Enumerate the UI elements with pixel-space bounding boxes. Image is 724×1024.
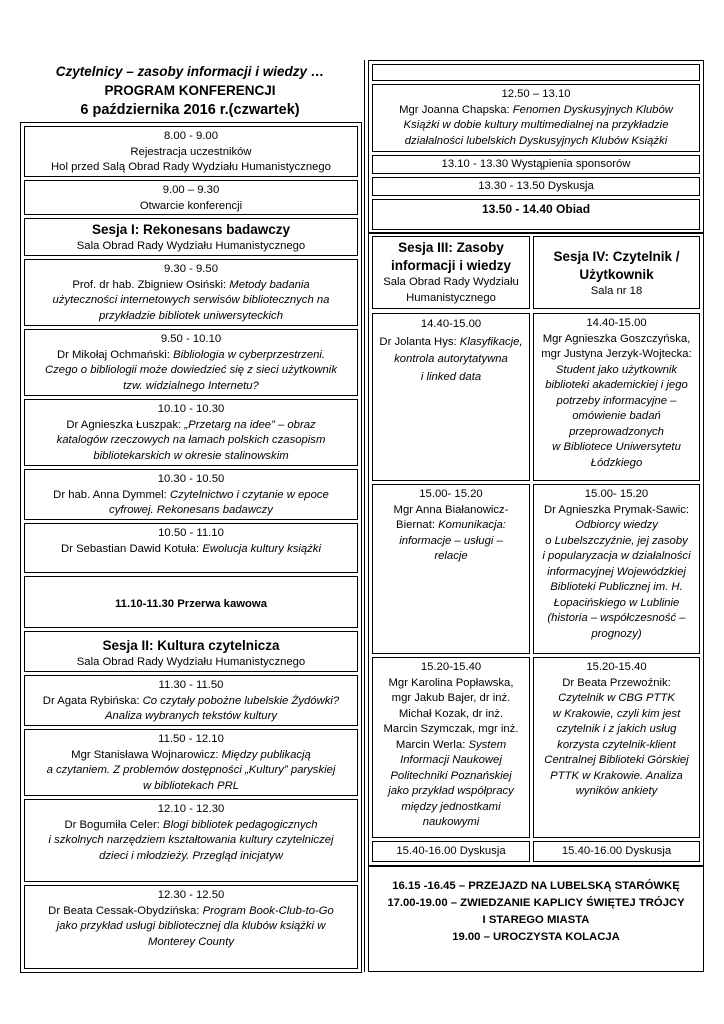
- talk-box: [24, 799, 358, 882]
- talk-line: [534, 565, 699, 581]
- program-header: [20, 62, 360, 120]
- talk-author: Dr Bogumiła Celer:: [64, 818, 164, 831]
- discussion: 15.40-16.00 Dyskusja: [396, 845, 506, 857]
- talk-line: [534, 456, 699, 472]
- talk-box: [24, 469, 358, 520]
- session-title: Sesja I: Rekonesans badawczy: [91, 222, 291, 237]
- evening-item: 19.00 – UROCZYSTA KOLACJA: [452, 931, 620, 943]
- talk-title: Biblioteki Publicznej im. H.: [550, 581, 683, 593]
- session-3-header: [372, 236, 530, 309]
- session-place: Sala Obrad Rady Wydziału: [383, 276, 519, 288]
- opening-box: [24, 180, 358, 215]
- item-text: Otwarcie konferencji: [139, 199, 243, 212]
- talk-title: Centralnej Biblioteki Górskiej: [544, 754, 689, 766]
- talk-box: [372, 313, 530, 481]
- talk-title: Student jako użytkownik: [555, 363, 678, 376]
- program-label: PROGRAM KONFERENCJI: [104, 83, 276, 98]
- talk-lines: [373, 676, 529, 831]
- talk-title: Bibliologia w cyberprzestrzeni.: [173, 348, 326, 361]
- time: 9.50 - 10.10: [160, 333, 222, 345]
- talk-author: Mgr Stanisława Wojnarowicz:: [71, 748, 222, 761]
- item-place: Hol przed Salą Obrad Rady Wydziału Humanistycznego: [51, 161, 331, 173]
- session-1-header: [24, 218, 358, 256]
- discussion: 13.30 - 13.50 Dyskusja: [478, 180, 594, 192]
- talk-title: informacyjnej Wojewódzkiej: [547, 565, 686, 578]
- item-text: Rejestracja uczestników: [130, 145, 252, 158]
- talk-box: [533, 484, 700, 654]
- talk-line: Michał Kozak, dr inż.: [398, 707, 504, 720]
- talk-title: kontrola autorytatywna: [394, 353, 508, 365]
- talk-title: Odbiorcy wiedzy: [575, 519, 658, 531]
- talk-line: [534, 722, 699, 738]
- time: 15.20-15.40: [420, 661, 482, 673]
- talk-title: Ewolucja kultury książki: [202, 542, 321, 555]
- talk-author: Mgr Joanna Chapska:: [399, 103, 513, 116]
- talk-title: „Przetarg na idee” – obraz: [184, 418, 316, 431]
- talk-lines: [373, 334, 529, 387]
- talk-box: [24, 259, 358, 326]
- talk-line: [534, 596, 699, 612]
- empty-row: [372, 64, 700, 81]
- talk-title: Łódzkiego: [590, 456, 643, 469]
- time: 15.20-15.40: [586, 661, 647, 673]
- session-place: Sala Obrad Rady Wydziału Humanistycznego: [76, 240, 306, 252]
- session-place-cont: Humanistycznego: [406, 291, 496, 304]
- talk-title: Komunikacja:: [438, 519, 506, 531]
- talk-title: Politechniki Poznańskiej: [390, 769, 512, 782]
- talk-box: [24, 675, 358, 726]
- talk-lines: [534, 676, 699, 800]
- talk-author: Dr hab. Anna Dymmel:: [53, 488, 170, 501]
- time: 15.00- 15.20: [419, 488, 483, 500]
- column-divider: [364, 60, 365, 972]
- time: 15.00- 15.20: [584, 488, 649, 500]
- talk-box: [24, 523, 358, 573]
- talk-title: i popularyzacja w działalności: [542, 550, 691, 562]
- discussion-box: [533, 841, 700, 862]
- talk-author: Dr Jolanta Hys:: [379, 335, 460, 348]
- talk-line: Mgr Anna Białanowicz-: [393, 503, 509, 516]
- coffee-break-box: [24, 576, 358, 628]
- talk-title: przeprowadzonych: [569, 425, 664, 438]
- talk-author: Dr Agnieszka Łuszpak:: [66, 418, 185, 431]
- session-title: Sesja III: Zasoby: [398, 240, 504, 255]
- talk-title: omówienie badań: [572, 410, 661, 422]
- talk-title-cont: Czego o bibliologii może dowiedzieć się z sieci użytkownik: [45, 364, 337, 376]
- time: 14.40-15.00: [586, 317, 647, 329]
- talk-line: [534, 611, 699, 627]
- talk-line: Mgr Agnieszka Goszczyńska,: [542, 332, 691, 345]
- time: 10.10 - 10.30: [157, 403, 225, 415]
- talk-title-cont: działalności lubelskich Dyskusyjnych Klubów Książki: [404, 134, 668, 147]
- talk-author: Dr Beata Cessak-Obydzińska:: [48, 904, 203, 917]
- talk-title: w Bibliotece Uniwersytetu: [552, 441, 681, 453]
- talk-title: Czytelnictwo i czytanie w epoce: [169, 488, 329, 501]
- talk-box: [372, 484, 530, 654]
- talk-title: Między publikacją: [221, 748, 311, 761]
- talk-title: korzysta czytelnik-klient: [557, 738, 676, 751]
- talk-title: Fenomen Dyskusyjnych Klubów: [512, 103, 673, 116]
- time: 14.40-15.00: [420, 318, 482, 330]
- talk-title: czytelnik i z jakich usług: [556, 723, 677, 735]
- talk-line: [534, 378, 699, 394]
- talk-line: Marcin Szymczak, mgr inż.: [383, 723, 519, 735]
- talk-lines: [534, 503, 699, 643]
- talk-line: Dr Beata Przewoźnik:: [562, 676, 671, 689]
- talk-box: [24, 399, 358, 466]
- talk-title: między jednostkami: [401, 800, 501, 813]
- talk-line: [534, 738, 699, 754]
- talk-title: System: [468, 738, 507, 751]
- talk-line: [534, 580, 699, 596]
- coffee-break: 11.10-11.30 Przerwa kawowa: [115, 598, 267, 610]
- session-title-cont: Użytkownik: [579, 267, 654, 282]
- lunch: 13.50 - 14.40 Obiad: [481, 202, 591, 216]
- time: 11.50 - 12.10: [158, 733, 224, 745]
- talk-author: Dr Sebastian Dawid Kotuła:: [61, 542, 203, 555]
- talk-title: Co czytały pobożne lubelskie Żydówki?: [142, 694, 340, 707]
- time: 12.30 - 12.50: [157, 889, 225, 901]
- talk-box: [24, 729, 358, 796]
- talk-line: [373, 800, 529, 816]
- talk-line: [534, 753, 699, 769]
- talk-line: [373, 738, 529, 754]
- time: 11.30 - 11.50: [158, 679, 224, 691]
- talk-title: informacje – usługi –: [399, 534, 503, 547]
- conference-title: Czytelnicy – zasoby informacji i wiedzy …: [55, 64, 325, 79]
- talk-title: w Krakowie, czyli kim jest: [552, 707, 681, 720]
- talk-title: Metody badania: [229, 278, 310, 291]
- talk-title-cont: i szkolnych narzędziem kształtowania kultury czytelniczej: [48, 834, 334, 846]
- session-title: Sesja IV: Czytelnik /: [553, 249, 680, 264]
- talk-title: Klasyfikacje,: [459, 335, 523, 348]
- session-title: Sesja II: Kultura czytelnicza: [102, 638, 280, 653]
- talk-title: wyników ankiety: [575, 785, 658, 797]
- talk-title: Łopacińskiego w Lublinie: [553, 596, 680, 609]
- talk-line: [534, 784, 699, 800]
- talk-title: biblioteki akademickiej i jego: [545, 379, 688, 391]
- talk-line: [534, 691, 699, 707]
- lunch-box: [372, 199, 700, 230]
- talk-line: [373, 815, 529, 831]
- talk-box: [372, 84, 700, 152]
- talk-title: Czytelnik w CBG PTTK: [558, 692, 675, 704]
- talk-line: [534, 549, 699, 565]
- talk-title: i linked data: [420, 370, 482, 383]
- talk-line: [534, 363, 699, 379]
- evening-item: I STAREGO MIASTA: [482, 914, 590, 926]
- discussion-box: [372, 177, 700, 196]
- time: 8.00 - 9.00: [163, 130, 218, 142]
- talk-line: Dr Agnieszka Prymak-Sawic:: [543, 503, 690, 516]
- talk-title-cont: jako przykład usługi bibliotecznej dla klubów książki w: [56, 920, 326, 932]
- talk-title: relacje: [434, 550, 468, 562]
- talk-line: [373, 549, 529, 565]
- talk-line: [534, 440, 699, 456]
- talk-line: [373, 518, 529, 534]
- talk-line: [373, 369, 529, 387]
- talk-title: naukowymi: [422, 816, 480, 828]
- talk-line: [373, 769, 529, 785]
- discussion: 15.40-16.00 Dyskusja: [561, 845, 672, 857]
- sponsors-box: [372, 155, 700, 174]
- evening-item: 17.00-19.00 – ZWIEDZANIE KAPLICY ŚWIĘTEJ TRÓJCY: [387, 897, 685, 909]
- session-title-cont: informacji i wiedzy: [390, 258, 512, 273]
- talk-box: [24, 885, 358, 969]
- talk-line: [373, 534, 529, 550]
- time: 9.30 - 9.50: [163, 263, 218, 275]
- talk-box: [24, 329, 358, 396]
- talk-line: Mgr Karolina Popławska,: [388, 676, 514, 689]
- session-place: Sala nr 18: [590, 285, 643, 297]
- talk-author: Dr Mikołaj Ochmański:: [56, 348, 174, 361]
- session-2-header: [24, 631, 358, 672]
- time: 12.50 – 13.10: [501, 88, 571, 100]
- talk-title: Informacji Naukowej: [400, 754, 502, 766]
- time: 10.50 - 11.10: [158, 527, 224, 539]
- talk-title-cont: a czytaniem. Z problemów dostępności „Kultury” paryskiej: [46, 764, 336, 776]
- talk-line: [534, 707, 699, 723]
- sponsors: 13.10 - 13.30 Wystąpienia sponsorów: [441, 158, 631, 170]
- registration-box: [24, 126, 358, 177]
- talk-title: Blogi bibliotek pedagogicznych: [163, 818, 318, 831]
- talk-title-cont: przykładzie bibliotek uniwersyteckich: [99, 309, 283, 322]
- talk-line: mgr Justyna Jerzyk-Wojtecka:: [541, 348, 692, 360]
- talk-title: prognozy): [591, 627, 642, 640]
- talk-title-cont: tzw. widzialnego Internetu?: [123, 379, 259, 392]
- talk-line: [373, 334, 529, 352]
- talk-box: [533, 313, 700, 481]
- talk-title-cont: katalogów rzeczowych na łamach polskich czasopism: [56, 434, 326, 446]
- time: 12.10 - 12.30: [157, 803, 225, 815]
- time: 9.00 – 9.30: [162, 184, 220, 196]
- talk-lines: [534, 332, 699, 472]
- time: 10.30 - 10.50: [157, 473, 225, 485]
- talk-title: potrzeby informacyjne –: [556, 394, 677, 407]
- talk-box: [533, 657, 700, 838]
- talk-line: [534, 409, 699, 425]
- talk-title-cont: Monterey County: [147, 935, 235, 948]
- talk-title-cont: w bibliotekach PRL: [142, 779, 240, 792]
- talk-title-cont: cyfrowej. Rekonesans badawczy: [109, 504, 273, 516]
- talk-author: Prof. dr hab. Zbigniew Osiński:: [72, 278, 230, 291]
- evening-program: [368, 878, 704, 946]
- talk-author: Biernat:: [396, 519, 439, 531]
- talk-author: Dr Agata Rybińska:: [42, 694, 143, 707]
- discussion-box: [372, 841, 530, 862]
- talk-title: Program Book-Club-to-Go: [202, 904, 334, 917]
- talk-title-cont: Analiza wybranych tekstów kultury: [104, 710, 278, 722]
- talk-title-cont: bibliotekarskich w okresie stalinowskim: [93, 449, 289, 462]
- talk-title-cont: Książki w dobie kultury multimedialnej na przykładzie: [403, 119, 669, 131]
- talk-line: [534, 518, 699, 534]
- session-place: Sala Obrad Rady Wydziału Humanistycznego: [76, 656, 306, 668]
- talk-title: o Lubelszczyźnie, jej zasoby: [545, 534, 688, 547]
- talk-lines: [373, 503, 529, 565]
- talk-box: [372, 657, 530, 838]
- talk-line: [373, 351, 529, 369]
- talk-line: [534, 627, 699, 643]
- talk-author: Marcin Werla:: [395, 738, 469, 751]
- evening-item: 16.15 -16.45 – PRZEJAZD NA LUBELSKĄ STARÓWKĘ: [392, 880, 680, 892]
- talk-line: mgr Jakub Bajer, dr inż.: [391, 692, 511, 704]
- talk-title-cont: dzieci i młodzieży. Przegląd inicjatyw: [99, 849, 283, 862]
- session-4-header: [533, 236, 700, 309]
- talk-title: jako przykład współpracy: [388, 785, 514, 797]
- talk-line: [534, 425, 699, 441]
- talk-line: [534, 394, 699, 410]
- talk-line: [373, 784, 529, 800]
- conference-date: 6 października 2016 r.(czwartek): [80, 102, 300, 118]
- talk-line: [534, 534, 699, 550]
- talk-line: [534, 769, 699, 785]
- talk-title: PTTK w Krakowie. Analiza: [550, 769, 683, 782]
- talk-title: (historia – współczesność –: [547, 612, 686, 624]
- talk-line: [373, 753, 529, 769]
- talk-title-cont: użyteczności internetowych serwisów bibliotecznych na: [52, 294, 330, 306]
